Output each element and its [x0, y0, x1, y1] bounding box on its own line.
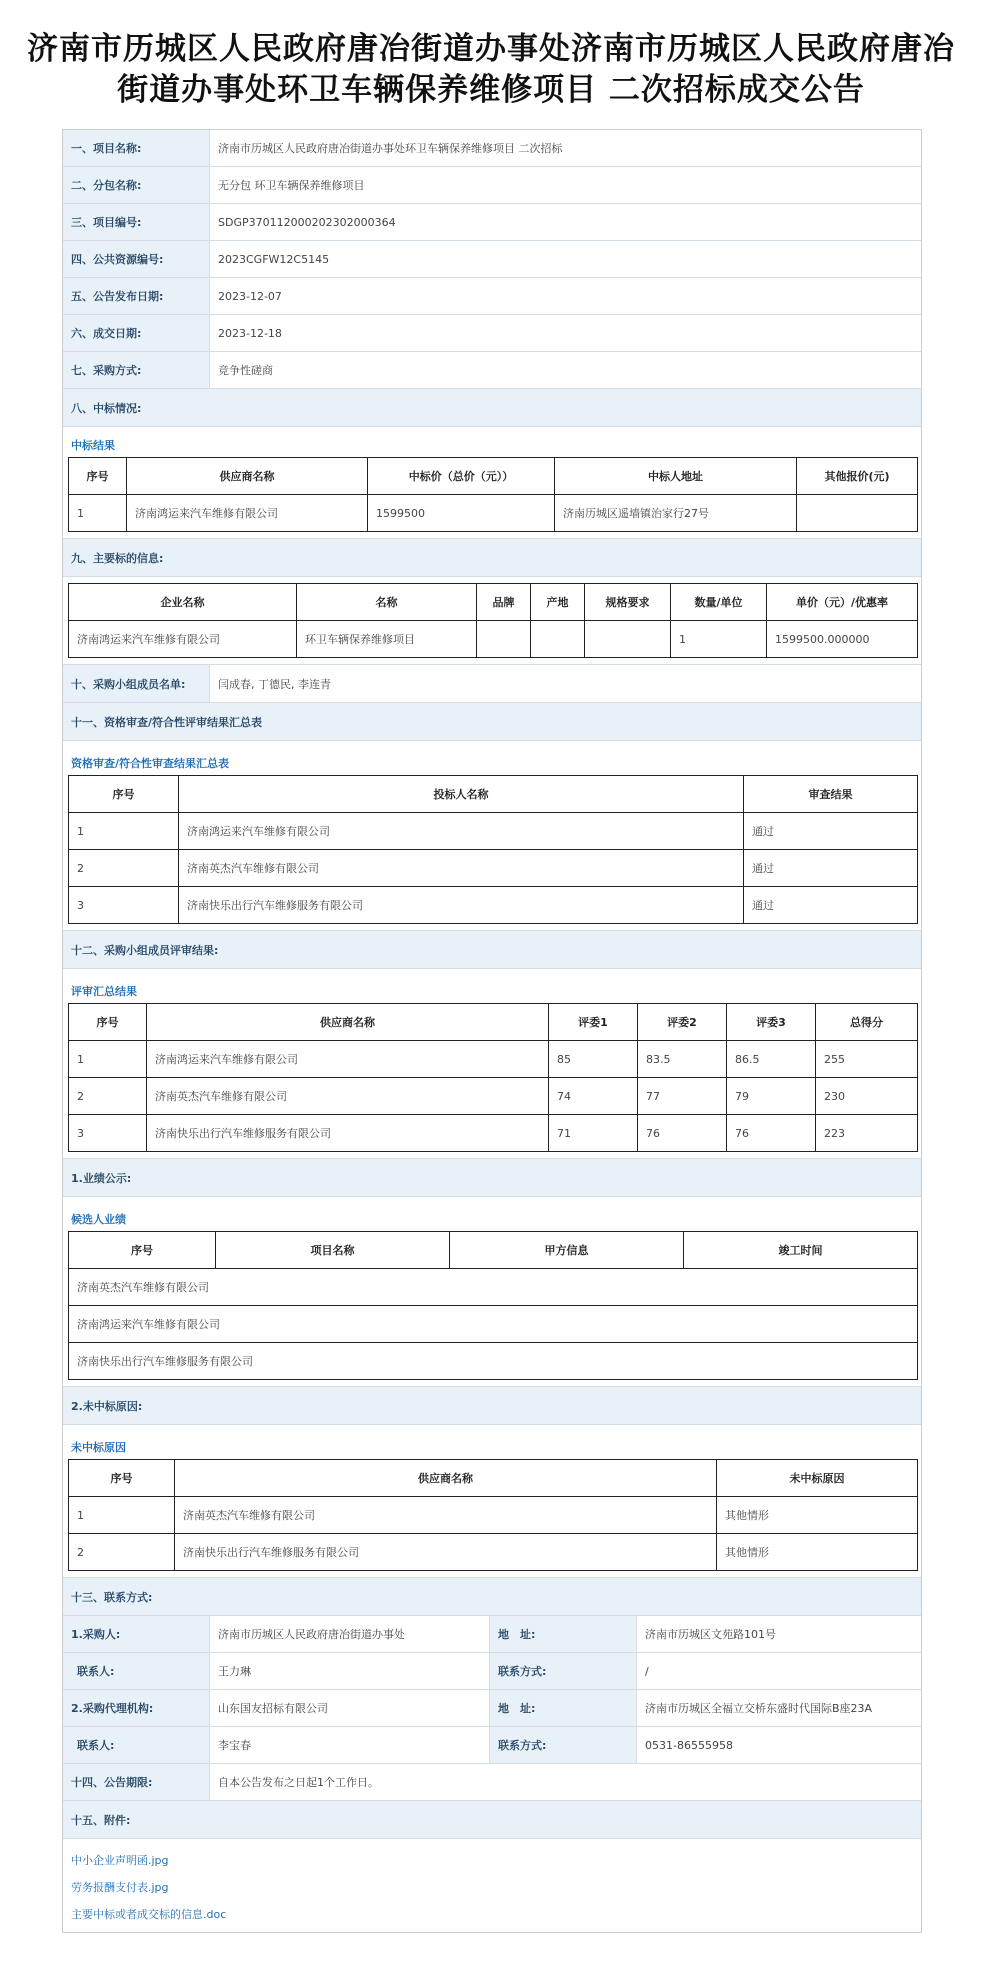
- table-cell: 1: [69, 813, 179, 850]
- info-row: [63, 241, 921, 278]
- table-row: [69, 1534, 918, 1571]
- contact-row: [63, 1616, 921, 1653]
- table-cell: 通过: [744, 850, 918, 887]
- table-header: 其他报价(元): [797, 458, 918, 495]
- unsuccessful-table: [68, 1459, 918, 1571]
- table-header: 供应商名称: [175, 1460, 717, 1497]
- contact-value: 济南市历城区人民政府唐冶街道办事处: [210, 1616, 490, 1652]
- table-header: 名称: [297, 584, 477, 621]
- contact-label: 2.采购代理机构:: [63, 1690, 210, 1726]
- table-header: 品牌: [477, 584, 531, 621]
- table-cell: [585, 621, 671, 658]
- table-cell: 济南快乐出行汽车维修服务有限公司: [69, 1343, 918, 1380]
- committee-label: 十、采购小组成员名单:: [63, 665, 210, 702]
- table-header: 单价（元）/优惠率: [767, 584, 918, 621]
- award-table: [68, 457, 918, 532]
- table-row: [69, 1497, 918, 1534]
- subtitle-award-result: 中标结果: [71, 439, 115, 452]
- subtitle-unsuccessful: 未中标原因: [71, 1441, 126, 1454]
- table-cell: 济南鸿运来汽车维修有限公司: [127, 495, 368, 532]
- performance-table: [68, 1231, 918, 1380]
- section-heading-performance: 1.业绩公示:: [63, 1159, 921, 1197]
- attachment-link[interactable]: 主要中标或者成交标的信息.doc: [71, 1908, 227, 1921]
- table-cell: 1599500: [368, 495, 555, 532]
- contact-label: 联系方式:: [490, 1727, 637, 1763]
- info-label: 一、项目名称:: [63, 130, 210, 166]
- qualification-table: [68, 775, 918, 924]
- contact-label: 联系人:: [63, 1653, 210, 1689]
- section-heading-unsuccessful: 2.未中标原因:: [63, 1387, 921, 1425]
- section-heading-attachments: 十五、附件:: [63, 1801, 921, 1839]
- table-cell: 83.5: [638, 1041, 727, 1078]
- contact-label: 1.采购人:: [63, 1616, 210, 1652]
- table-cell: 3: [69, 887, 179, 924]
- table-header: 中标人地址: [555, 458, 797, 495]
- table-cell: 223: [816, 1115, 918, 1152]
- table-cell: 济南鸿运来汽车维修有限公司: [69, 621, 297, 658]
- project-info: [63, 130, 921, 389]
- table-header: 序号: [69, 1232, 216, 1269]
- table-header: 评委2: [638, 1004, 727, 1041]
- info-label: 二、分包名称:: [63, 167, 210, 203]
- table-header: 总得分: [816, 1004, 918, 1041]
- info-row: [63, 352, 921, 389]
- info-label: 七、采购方式:: [63, 352, 210, 388]
- section-heading-qualification: 十一、资格审查/符合性评审结果汇总表: [63, 703, 921, 741]
- table-cell: 其他情形: [717, 1497, 918, 1534]
- table-header: 企业名称: [69, 584, 297, 621]
- table-cell: 71: [549, 1115, 638, 1152]
- section-heading-contact: 十三、联系方式:: [63, 1578, 921, 1616]
- table-row: [69, 850, 918, 887]
- info-row: [63, 167, 921, 204]
- table-header: 投标人名称: [179, 776, 744, 813]
- table-header: 规格要求: [585, 584, 671, 621]
- table-cell: 76: [638, 1115, 727, 1152]
- info-value: 济南市历城区人民政府唐冶街道办事处环卫车辆保养维修项目 二次招标: [218, 142, 563, 155]
- info-row: [63, 204, 921, 241]
- contact-label: 联系人:: [63, 1727, 210, 1763]
- table-cell: 通过: [744, 813, 918, 850]
- table-row: [69, 1306, 918, 1343]
- notice-period-row: [63, 1764, 921, 1801]
- section-heading-subject: 九、主要标的信息:: [63, 539, 921, 577]
- table-cell: 79: [727, 1078, 816, 1115]
- table-header: 甲方信息: [450, 1232, 684, 1269]
- table-cell: [531, 621, 585, 658]
- table-cell: 1: [671, 621, 767, 658]
- contact-value: 济南市历城区全福立交桥东盛时代国际B座23A: [645, 1702, 873, 1715]
- table-cell: 3: [69, 1115, 147, 1152]
- table-cell: 2: [69, 850, 179, 887]
- table-cell: 环卫车辆保养维修项目: [297, 621, 477, 658]
- subtitle-qualification: 资格审查/符合性审查结果汇总表: [71, 757, 230, 770]
- table-cell: 济南英杰汽车维修有限公司: [179, 850, 744, 887]
- info-value: 2023-12-18: [218, 326, 282, 340]
- info-value: 竞争性磋商: [218, 364, 273, 377]
- table-cell: 1599500.000000: [767, 621, 918, 658]
- table-header: 评委3: [727, 1004, 816, 1041]
- table-header: 序号: [69, 458, 127, 495]
- table-header: 产地: [531, 584, 585, 621]
- table-cell: 济南快乐出行汽车维修服务有限公司: [147, 1115, 549, 1152]
- table-row: [69, 495, 918, 532]
- table-header: 项目名称: [216, 1232, 450, 1269]
- table-cell: 其他情形: [717, 1534, 918, 1571]
- table-header: 未中标原因: [717, 1460, 918, 1497]
- contact-value: 山东国友招标有限公司: [210, 1690, 490, 1726]
- table-row: [69, 621, 918, 658]
- info-value: 2023CGFW12C5145: [218, 252, 330, 266]
- table-cell: 济南鸿运来汽车维修有限公司: [69, 1306, 918, 1343]
- section-heading-award: 八、中标情况:: [63, 389, 921, 427]
- info-row: [63, 130, 921, 167]
- table-cell: 2: [69, 1534, 175, 1571]
- contact-info: [63, 1616, 921, 1764]
- table-row: [69, 1343, 918, 1380]
- contact-label: 地 址:: [490, 1616, 637, 1652]
- committee-value: 闫成春, 丁德民, 李连青: [218, 677, 331, 691]
- subtitle-review: 评审汇总结果: [71, 985, 137, 998]
- contact-value: 济南市历城区文苑路101号: [645, 1628, 776, 1641]
- table-header: 序号: [69, 1004, 147, 1041]
- table-header: 序号: [69, 776, 179, 813]
- table-cell: 济南鸿运来汽车维修有限公司: [147, 1041, 549, 1078]
- info-row: [63, 315, 921, 352]
- table-row: [69, 887, 918, 924]
- info-label: 六、成交日期:: [63, 315, 210, 351]
- table-header: 审查结果: [744, 776, 918, 813]
- contact-label: 地 址:: [490, 1690, 637, 1726]
- table-cell: 85: [549, 1041, 638, 1078]
- review-table: [68, 1003, 918, 1152]
- table-cell: 济南快乐出行汽车维修服务有限公司: [179, 887, 744, 924]
- table-row: [69, 1041, 918, 1078]
- contact-value: 0531-86555958: [645, 1738, 733, 1752]
- info-value: 2023-12-07: [218, 289, 282, 303]
- table-cell: 1: [69, 1041, 147, 1078]
- attachment-link[interactable]: 劳务报酬支付表.jpg: [71, 1881, 169, 1894]
- table-cell: 通过: [744, 887, 918, 924]
- contact-row: [63, 1653, 921, 1690]
- contact-row: [63, 1690, 921, 1727]
- contact-value: 李宝春: [210, 1727, 490, 1763]
- table-header: 竣工时间: [684, 1232, 918, 1269]
- notice-period-value: 自本公告发布之日起1个工作日。: [218, 1776, 379, 1789]
- table-cell: 2: [69, 1078, 147, 1115]
- table-header: 评委1: [549, 1004, 638, 1041]
- table-header: 供应商名称: [127, 458, 368, 495]
- table-row: [69, 813, 918, 850]
- table-cell: 济南历城区遥墙镇治家行27号: [555, 495, 797, 532]
- table-cell: 济南快乐出行汽车维修服务有限公司: [175, 1534, 717, 1571]
- section-heading-review: 十二、采购小组成员评审结果:: [63, 931, 921, 969]
- contact-value: /: [645, 1664, 649, 1678]
- table-cell: 86.5: [727, 1041, 816, 1078]
- info-label: 四、公共资源编号:: [63, 241, 210, 277]
- table-header: 序号: [69, 1460, 175, 1497]
- table-cell: 济南英杰汽车维修有限公司: [69, 1269, 918, 1306]
- table-cell: [797, 495, 918, 532]
- attachment-list: [63, 1839, 921, 1932]
- info-value: SDGP370112000202302000364: [218, 215, 396, 229]
- table-cell: 济南鸿运来汽车维修有限公司: [179, 813, 744, 850]
- subject-table: [68, 583, 918, 658]
- table-cell: 74: [549, 1078, 638, 1115]
- table-cell: 255: [816, 1041, 918, 1078]
- table-cell: 77: [638, 1078, 727, 1115]
- info-label: 三、项目编号:: [63, 204, 210, 240]
- table-row: [69, 1078, 918, 1115]
- attachment-link[interactable]: 中小企业声明函.jpg: [71, 1854, 169, 1867]
- table-header: 中标价（总价（元））: [368, 458, 555, 495]
- contact-value: 王力琳: [210, 1653, 490, 1689]
- table-header: 供应商名称: [147, 1004, 549, 1041]
- table-row: [69, 1269, 918, 1306]
- info-label: 五、公告发布日期:: [63, 278, 210, 314]
- table-cell: [477, 621, 531, 658]
- contact-row: [63, 1727, 921, 1764]
- notice-period-label: 十四、公告期限:: [63, 1764, 210, 1800]
- table-header: 数量/单位: [671, 584, 767, 621]
- contact-label: 联系方式:: [490, 1653, 637, 1689]
- announcement-table: [62, 129, 922, 1933]
- table-cell: 济南英杰汽车维修有限公司: [147, 1078, 549, 1115]
- table-row: [69, 1115, 918, 1152]
- table-cell: 230: [816, 1078, 918, 1115]
- table-cell: 1: [69, 1497, 175, 1534]
- page-title: 济南市历城区人民政府唐冶街道办事处济南市历城区人民政府唐冶街道办事处环卫车辆保养维修项目 二次招标成交公告: [27, 31, 955, 108]
- table-cell: 76: [727, 1115, 816, 1152]
- info-row: [63, 278, 921, 315]
- table-cell: 1: [69, 495, 127, 532]
- info-value: 无分包 环卫车辆保养维修项目: [218, 179, 365, 192]
- subtitle-performance: 候选人业绩: [71, 1213, 126, 1226]
- committee-row: [63, 665, 921, 703]
- table-cell: 济南英杰汽车维修有限公司: [175, 1497, 717, 1534]
